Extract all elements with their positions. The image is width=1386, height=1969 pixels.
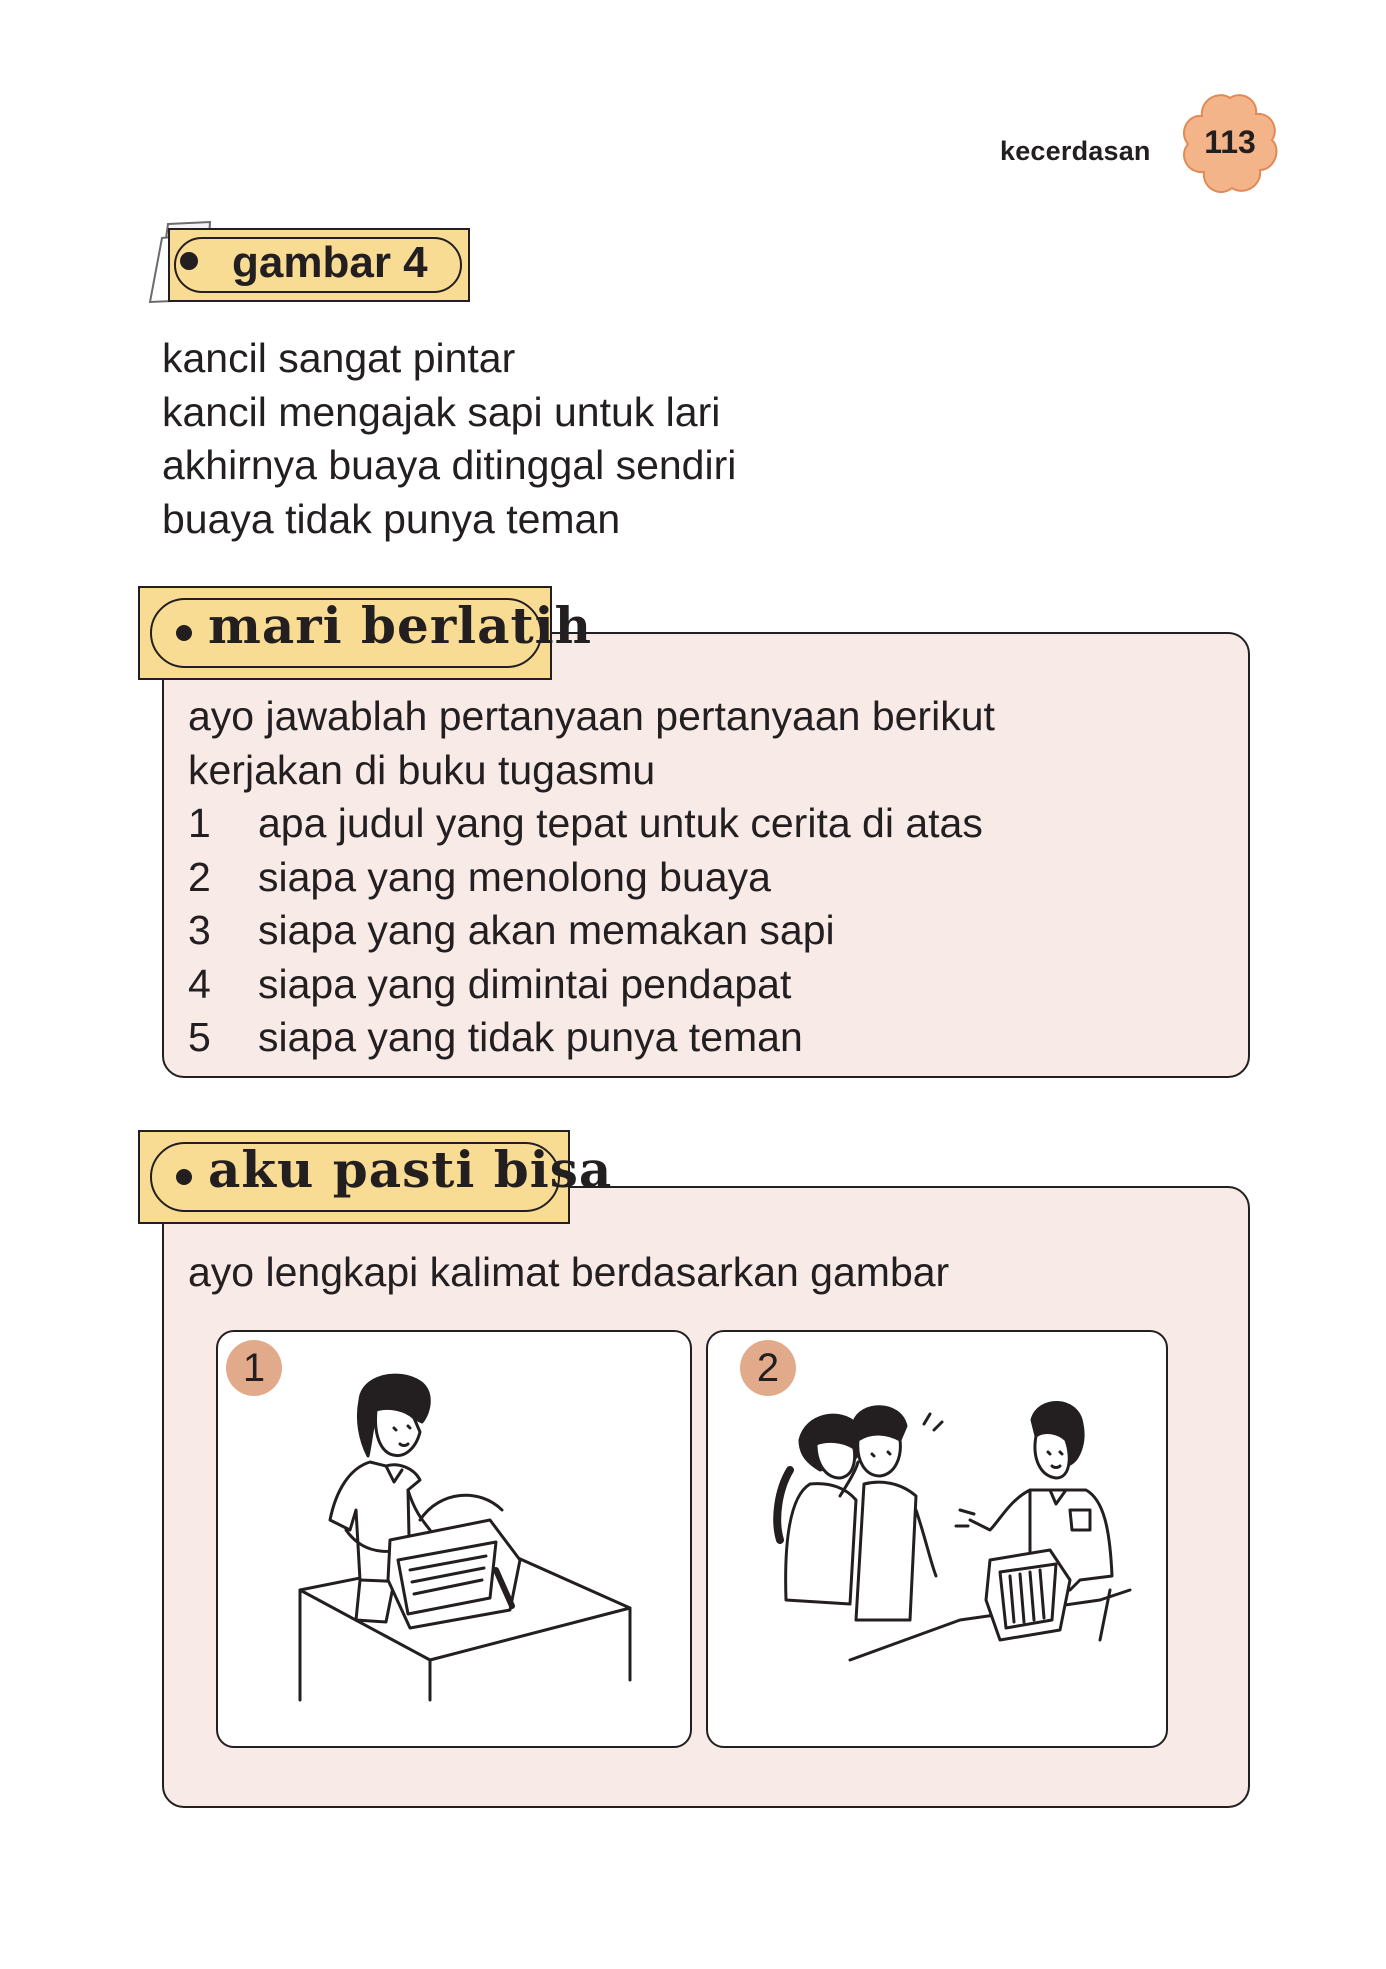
story-text	[162, 332, 736, 546]
bullet-icon	[176, 1169, 192, 1185]
picture-label: gambar 4	[232, 238, 428, 287]
story-line: kancil sangat pintar	[162, 335, 516, 381]
question-text: siapa yang menolong buaya	[258, 853, 771, 900]
question-item	[188, 904, 995, 958]
question-item	[188, 797, 995, 851]
story-line: akhirnya buaya ditinggal sendiri	[162, 442, 737, 488]
question-item	[188, 851, 995, 905]
question-text: siapa yang tidak punya teman	[258, 1014, 803, 1060]
bullet-icon	[176, 625, 192, 641]
picture-number-badge: 2	[740, 1340, 796, 1396]
question-number: 4	[188, 960, 211, 1007]
question-text: siapa yang akan memakan sapi	[258, 907, 835, 953]
section-title-aku-pasti-bisa: aku pasti bisa	[208, 1140, 613, 1199]
section-title-mari-berlatih: mari berlatih	[208, 596, 592, 655]
question-number: 1	[188, 800, 211, 846]
story-line: buaya tidak punya teman	[162, 495, 621, 542]
girl-with-radio-illustration	[290, 1370, 640, 1710]
question-text: apa judul yang tepat untuk cerita di atas	[258, 800, 983, 846]
exercise-content	[188, 690, 995, 1065]
question-item	[188, 1011, 995, 1065]
story-line: kancil mengajak sapi untuk lari	[162, 388, 721, 435]
bullet-icon	[180, 252, 198, 270]
question-number: 5	[188, 1014, 211, 1060]
instruction-line: kerjakan di buku tugasmu	[188, 746, 656, 793]
question-number: 2	[188, 853, 211, 900]
students-talking-illustration	[760, 1400, 1140, 1700]
activity-instruction: ayo lengkapi kalimat berdasarkan gambar	[188, 1249, 950, 1295]
question-item	[188, 958, 995, 1012]
question-number: 3	[188, 907, 211, 953]
question-text: siapa yang dimintai pendapat	[258, 960, 792, 1007]
picture-number-badge: 1	[226, 1340, 282, 1396]
page-number: 113	[1204, 124, 1256, 160]
instruction-line: ayo jawablah pertanyaan pertanyaan berikut	[188, 693, 995, 739]
chapter-label: kecerdasan	[1000, 136, 1151, 166]
